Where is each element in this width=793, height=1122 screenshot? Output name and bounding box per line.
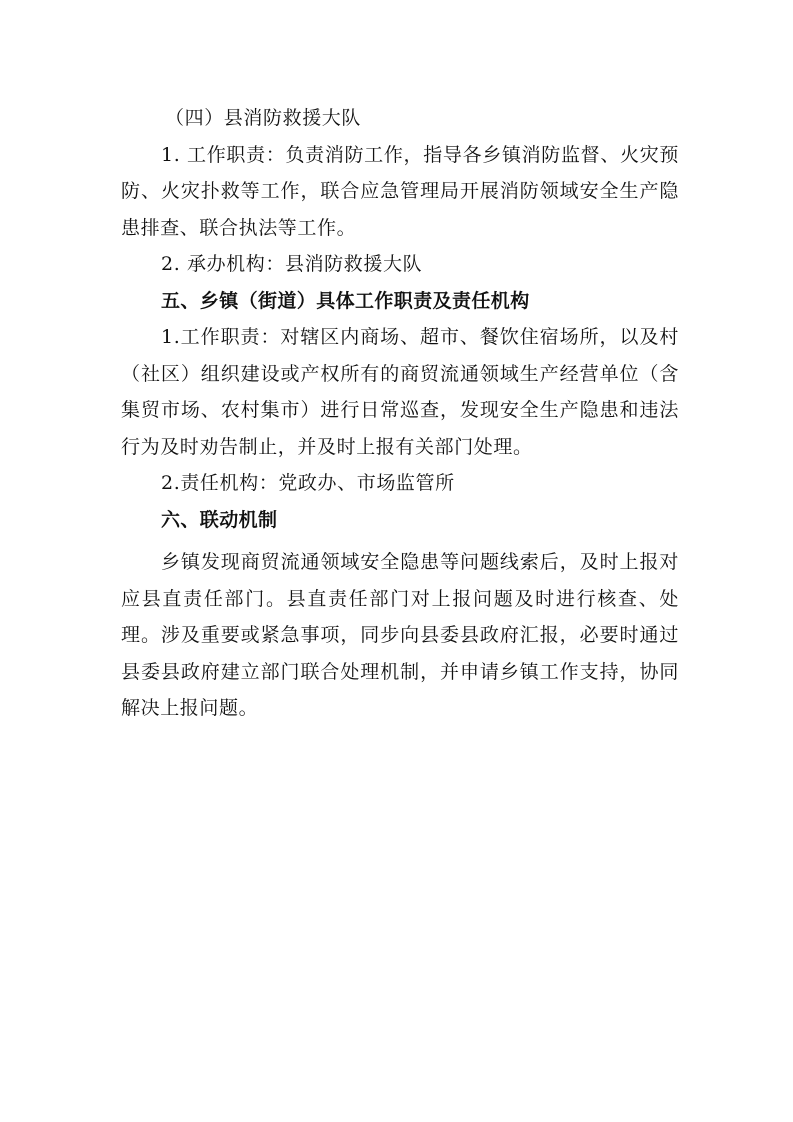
section-5-item-1: 1.工作职责：对辖区内商场、超市、餐饮住宿场所，以及村（社区）组织建设或产权所有的商贸流通领域生产经营单位（含集贸市场、农村集市）进行日常巡查，发现安全生产隐患和违法行为及时劝告制止，并及时上报有关部门处理。 bbox=[121, 326, 679, 458]
section-5-item-2: 2.责任机构：党政办、市场监管所 bbox=[161, 472, 455, 494]
section-4-heading: （四）县消防救援大队 bbox=[165, 107, 362, 129]
section-4-item-1: 1. 工作职责：负责消防工作，指导各乡镇消防监督、火灾预防、火灾扑救等工作，联合应急管理局开展消防领域安全生产隐患排查、联合执法等工作。 bbox=[121, 143, 679, 239]
section-5-heading: 五、乡镇（街道）具体工作职责及责任机构 bbox=[161, 289, 530, 312]
section-4-item-2: 2. 承办机构：县消防救援大队 bbox=[161, 253, 423, 275]
document-body bbox=[121, 100, 679, 727]
section-6-heading: 六、联动机制 bbox=[161, 508, 278, 531]
section-6-paragraph: 乡镇发现商贸流通领域安全隐患等问题线索后，及时上报对应县直责任部门。县直责任部门对上报问题及时进行核查、处理。涉及重要或紧急事项，同步向县委县政府汇报，必要时通过县委县政府建立部门联合处理机制，并申请乡镇工作支持，协同解决上报问题。 bbox=[121, 551, 679, 719]
